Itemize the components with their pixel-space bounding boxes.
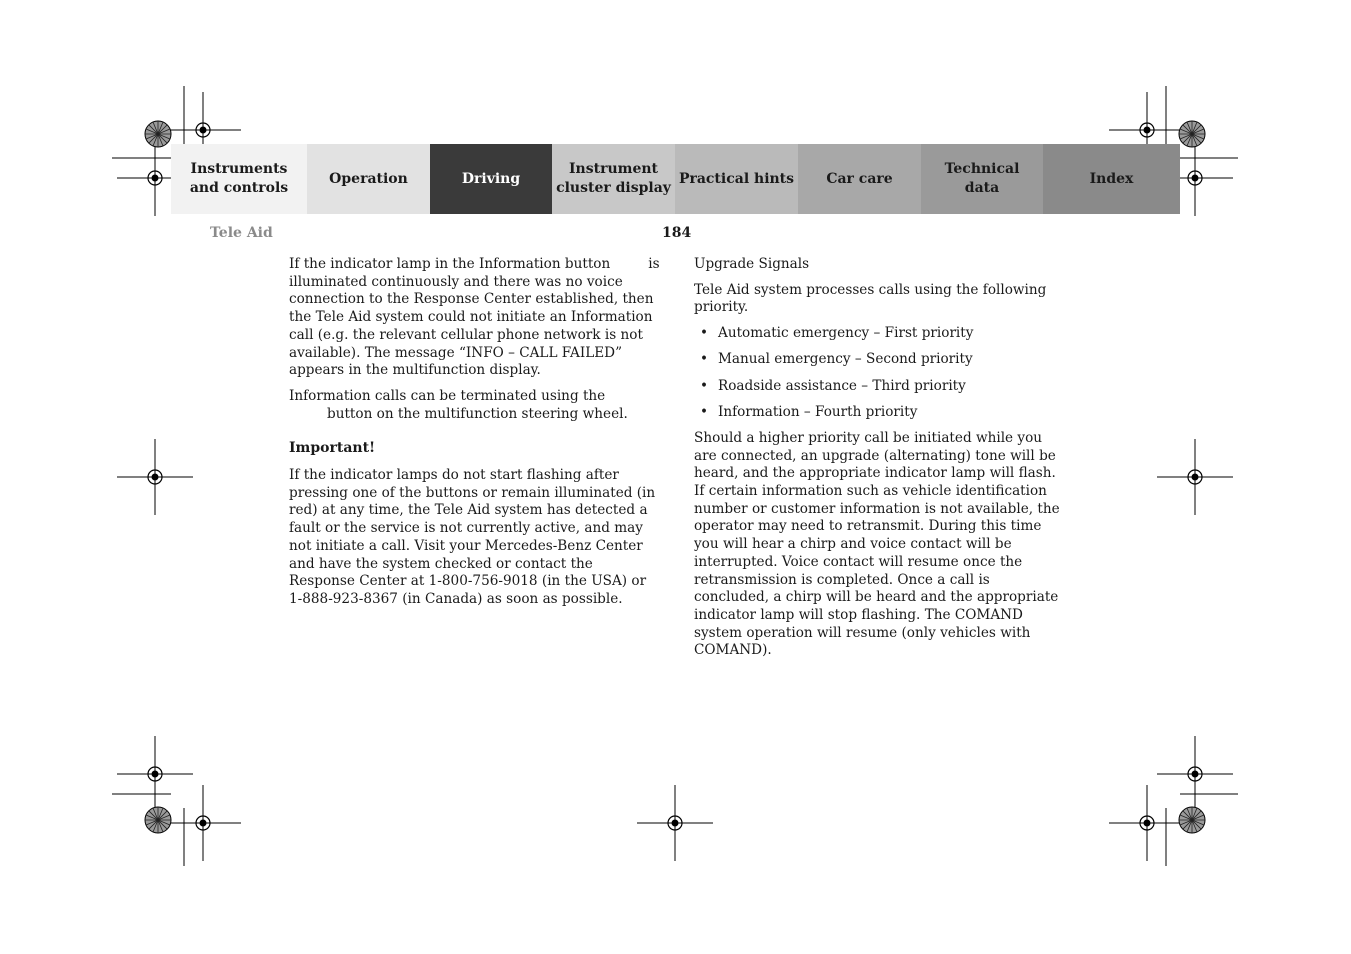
upgrade-signals-heading: Upgrade Signals (694, 256, 810, 272)
tab-driving[interactable]: Driving (430, 144, 552, 214)
tab-instrument-cluster-display[interactable]: Instrument cluster display (552, 144, 675, 214)
chapter-nav-bar (171, 144, 1180, 214)
tab-index[interactable]: Index (1043, 144, 1180, 214)
priority-list (694, 325, 1062, 421)
paragraph-text: If the indicator lamp in the Information button (289, 256, 611, 272)
list-item (694, 325, 1062, 343)
page-number: 184 (662, 225, 692, 241)
tab-car-care[interactable]: Car care (798, 144, 921, 214)
paragraph-text: button on the multifunction steering wheel. (327, 405, 628, 422)
paragraph-text: is illuminated continuously and there was no voice connection to the Response Center established, then the Tele Aid system could not initiate an Information call (e.g. the relevant cellular phone network is not available). The message “INFO – CALL FAILED” appears in the multifunction display. (289, 256, 660, 379)
section-title: Tele Aid (210, 225, 273, 241)
tab-practical-hints[interactable]: Practical hints (675, 144, 798, 214)
list-item-text: Automatic emergency – First priority (718, 325, 974, 342)
paragraph-priority-intro: Tele Aid system processes calls using the following priority. (694, 281, 1047, 316)
list-item (694, 351, 1062, 369)
list-item-text: Information – Fourth priority (718, 403, 918, 420)
tab-instruments-and-controls[interactable]: Instruments and controls (171, 144, 307, 214)
list-item (694, 378, 1062, 396)
paragraph-text: Information calls can be terminated using the (289, 387, 606, 404)
bullet: • (700, 377, 709, 394)
bullet: • (700, 325, 709, 342)
list-item-text: Roadside assistance – Third priority (718, 377, 966, 394)
list-item (694, 404, 1062, 422)
left-column (289, 256, 661, 617)
bullet: • (700, 403, 709, 420)
list-item-text: Manual emergency – Second priority (718, 351, 973, 368)
paragraph-terminate-calls (289, 388, 661, 423)
tab-technical-data[interactable]: Technical data (921, 144, 1043, 214)
bullet: • (700, 351, 709, 368)
paragraph-info-call-failed (289, 256, 661, 380)
paragraph-important: If the indicator lamps do not start flashing after pressing one of the buttons or remain illuminated (in red) at any time, the Tele Aid system has detected a fault or the service is not currently active, and may not initiate a call. Visit your Mercedes-Benz Center and have the system checked or contact the Response Center at 1-800-756-9018 (in the USA) or 1-888-923-8367 (in Canada) as soon as possible. (289, 467, 656, 607)
paragraph-upgrade-details: Should a higher priority call be initiated while you are connected, an upgrade (alternating) tone will be heard, and the appropriate indicator lamp will flash. If certain information such as vehicle identification number or customer information is not available, the operator may need to retransmit. During this time you will hear a chirp and voice contact will be interrupted. Voice contact will resume once the retransmission is completed. Once a call is concluded, a chirp will be heard and the appropriate indicator lamp will stop flashing. The COMAND system operation will resume (only vehicles with COMAND). (694, 429, 1060, 659)
tab-operation[interactable]: Operation (307, 144, 430, 214)
right-column (694, 256, 1062, 668)
important-heading: Important! (289, 440, 376, 457)
